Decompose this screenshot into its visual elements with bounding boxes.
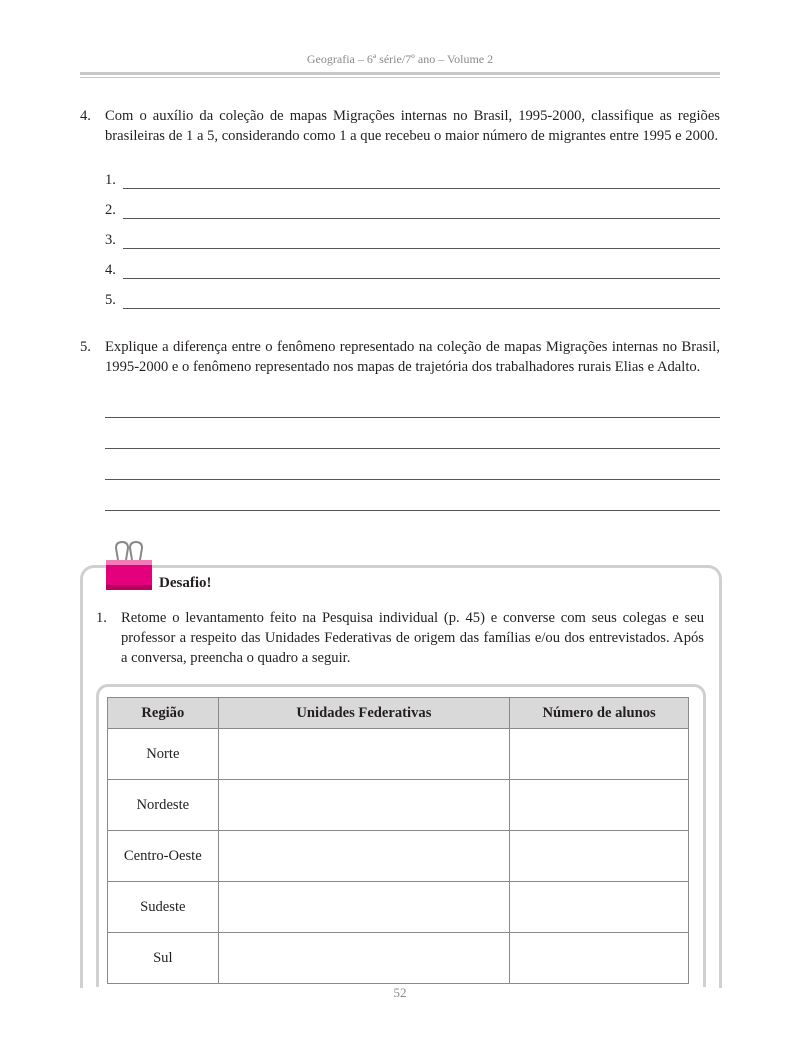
answer-line-5[interactable] bbox=[105, 292, 720, 312]
region-cell: Norte bbox=[108, 729, 219, 780]
col-header-regiao: Região bbox=[108, 698, 219, 729]
challenge-title: Desafio! bbox=[159, 575, 212, 591]
students-input-cell[interactable] bbox=[510, 780, 689, 831]
origin-table bbox=[107, 697, 689, 984]
running-header: Geografia – 6ª série/7º ano – Volume 2 bbox=[306, 52, 494, 66]
answer-number: 2. bbox=[105, 202, 116, 218]
question-5-number: 5. bbox=[80, 339, 91, 355]
students-input-cell[interactable] bbox=[510, 933, 689, 984]
region-cell: Sul bbox=[108, 933, 219, 984]
answer-number: 1. bbox=[105, 172, 116, 188]
region-cell: Sudeste bbox=[108, 882, 219, 933]
table-header-row bbox=[108, 698, 689, 729]
region-cell: Centro-Oeste bbox=[108, 831, 219, 882]
answer-line-1[interactable] bbox=[105, 172, 720, 192]
question-5 bbox=[80, 337, 720, 377]
states-input-cell[interactable] bbox=[218, 882, 510, 933]
question-4-number: 4. bbox=[80, 108, 91, 124]
challenge-item-number: 1. bbox=[96, 610, 107, 626]
writing-line[interactable] bbox=[105, 479, 720, 480]
challenge-item-1 bbox=[96, 608, 704, 668]
answer-number: 5. bbox=[105, 292, 116, 308]
answer-line-3[interactable] bbox=[105, 232, 720, 252]
writing-line[interactable] bbox=[105, 510, 720, 511]
answer-number: 3. bbox=[105, 232, 116, 248]
question-5-text: Explique a diferença entre o fenômeno representado na coleção de mapas Migrações internas no Brasil, 1995-2000 e o fenômeno representado nos mapas de trajetória dos trabalhadores rurais Elias e Adalto. bbox=[105, 339, 720, 375]
states-input-cell[interactable] bbox=[218, 933, 510, 984]
answer-line-2[interactable] bbox=[105, 202, 720, 222]
challenge-item-text: Retome o levantamento feito na Pesquisa individual (p. 45) e converse com seus colegas e seu professor a respeito das Unidades Federativas de origem das famílias e/ou dos entrevistados. Após a conversa, preencha o quadro a seguir. bbox=[121, 610, 704, 666]
answer-line-4[interactable] bbox=[105, 262, 720, 282]
header-rule-thin bbox=[80, 77, 720, 78]
header-rule bbox=[80, 72, 720, 75]
table-row bbox=[108, 729, 689, 780]
col-header-numero: Número de alunos bbox=[510, 698, 689, 729]
students-input-cell[interactable] bbox=[510, 729, 689, 780]
col-header-unidades: Unidades Federativas bbox=[218, 698, 510, 729]
question-4 bbox=[80, 106, 720, 146]
table-row bbox=[108, 933, 689, 984]
students-input-cell[interactable] bbox=[510, 831, 689, 882]
states-input-cell[interactable] bbox=[218, 831, 510, 882]
states-input-cell[interactable] bbox=[218, 780, 510, 831]
region-cell: Nordeste bbox=[108, 780, 219, 831]
writing-line[interactable] bbox=[105, 448, 720, 449]
states-input-cell[interactable] bbox=[218, 729, 510, 780]
answer-number: 4. bbox=[105, 262, 116, 278]
binder-clip-icon bbox=[104, 540, 154, 592]
table-row bbox=[108, 882, 689, 933]
table-row bbox=[108, 780, 689, 831]
table-row bbox=[108, 831, 689, 882]
writing-line[interactable] bbox=[105, 417, 720, 418]
page-number: 52 bbox=[393, 985, 407, 1000]
students-input-cell[interactable] bbox=[510, 882, 689, 933]
question-4-text: Com o auxílio da coleção de mapas Migrações internas no Brasil, 1995-2000, classifique as regiões brasileiras de 1 a 5, considerando como 1 a que recebeu o maior número de migrantes entre 1995 e 2000. bbox=[105, 108, 720, 144]
